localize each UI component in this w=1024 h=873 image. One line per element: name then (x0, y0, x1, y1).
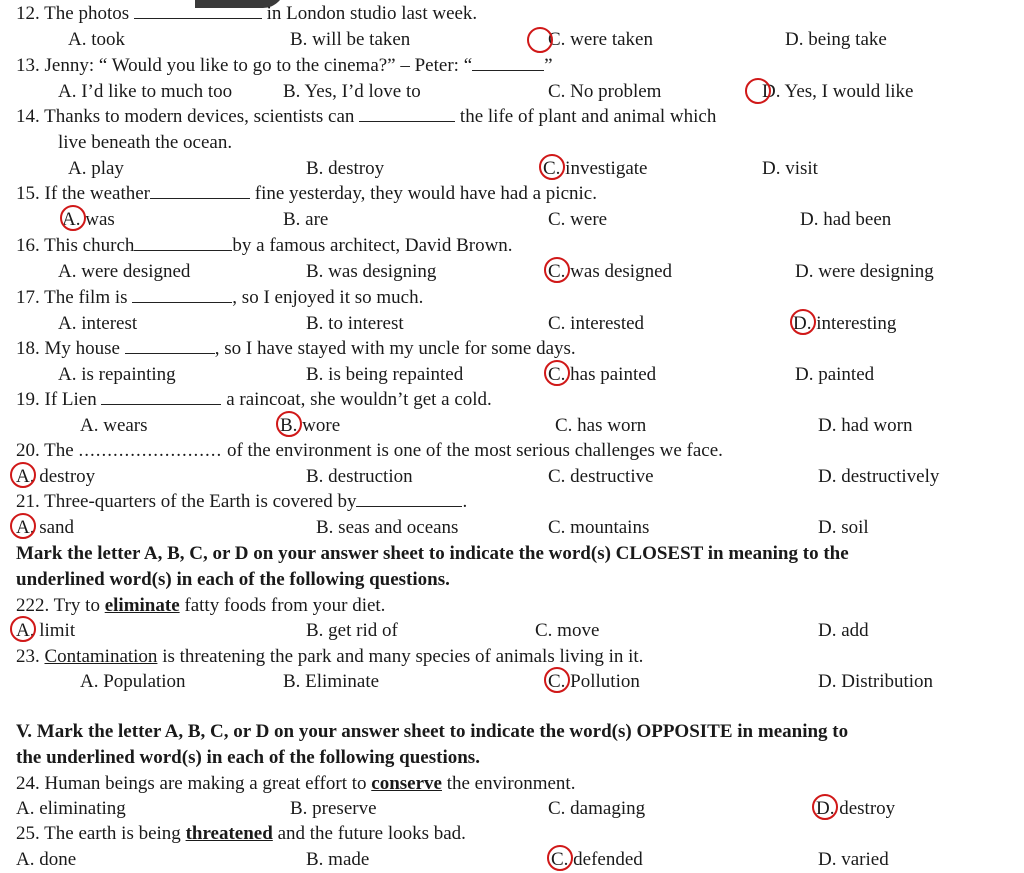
q13-option-c[interactable]: C. No problem (548, 81, 662, 102)
q25-option-d[interactable]: D. varied (818, 849, 889, 870)
q25-stem-a: 25. The earth is being (16, 823, 181, 844)
q18-option-c[interactable]: C. has painted (548, 364, 657, 385)
q21-blank (356, 490, 462, 507)
q22-option-c[interactable]: C. move (535, 620, 600, 641)
question-22-stem (16, 594, 385, 618)
q12-blank (134, 2, 262, 19)
q12-option-b[interactable]: B. will be taken (290, 29, 411, 50)
q16-blank (134, 234, 232, 251)
q13-option-d[interactable]: D. Yes, I would like (762, 81, 914, 102)
q18-stem-b: , so I have stayed with my uncle for some days. (214, 338, 576, 359)
q14-option-c[interactable]: C. investigate (543, 158, 648, 179)
q13-stem-a: 13. Jenny: “ Would you like to go to the cinema?” – Peter: “ (16, 55, 473, 76)
answer-circle-q24 (812, 794, 838, 820)
q17-stem-a: 17. The film is (16, 287, 128, 308)
q20-stem-b: of the environment is one of the most serious challenges we face. (226, 440, 723, 461)
q18-option-b[interactable]: B. is being repainted (306, 364, 464, 385)
question-17-stem (16, 286, 423, 310)
q20-stem-a: 20. The (16, 440, 74, 461)
q19-option-b[interactable]: B. wore (280, 415, 341, 436)
q24-option-d[interactable]: D. destroy (816, 798, 896, 819)
q24-option-a[interactable]: A. eliminating (16, 798, 126, 819)
q15-option-c[interactable]: C. were (548, 209, 608, 230)
q21-option-a[interactable]: A. sand (16, 517, 75, 538)
q12-stem-b: in London studio last week. (266, 3, 478, 24)
q18-blank (125, 337, 215, 354)
answer-circle-q15 (60, 205, 86, 231)
q23-stem-a: 23. (16, 646, 40, 667)
q20-option-a[interactable]: A. destroy (16, 466, 96, 487)
q24-option-b[interactable]: B. preserve (290, 798, 377, 819)
q12-stem-a: 12. The photos (16, 3, 130, 24)
q12-option-d[interactable]: D. being take (785, 29, 887, 50)
q14-option-a[interactable]: A. play (68, 158, 124, 179)
q18-option-d[interactable]: D. painted (795, 364, 875, 385)
q16-option-b[interactable]: B. was designing (306, 261, 437, 282)
q25-option-b[interactable]: B. made (306, 849, 370, 870)
q17-option-a[interactable]: A. interest (58, 313, 138, 334)
answer-circle-q23 (544, 667, 570, 693)
q12-option-c[interactable]: C. were taken (548, 29, 653, 50)
q13-option-b[interactable]: B. Yes, I’d love to (283, 81, 421, 102)
q16-stem-b: by a famous architect, David Brown. (232, 235, 513, 256)
q13-blank (472, 54, 544, 71)
question-12-stem (16, 2, 477, 26)
q14-option-d[interactable]: D. visit (762, 158, 818, 179)
answer-circle-q12 (527, 27, 553, 53)
q20-option-c[interactable]: C. destructive (548, 466, 654, 487)
q22-option-d[interactable]: D. add (818, 620, 869, 641)
q19-blank (101, 388, 221, 405)
q21-option-c[interactable]: C. mountains (548, 517, 650, 538)
answer-circle-q20 (10, 462, 36, 488)
section-opposite-heading-line2: the underlined word(s) in each of the following questions. (16, 747, 480, 768)
q23-stem-b: is threatening the park and many species of animals living in it. (162, 646, 644, 667)
q25-option-a[interactable]: A. done (16, 849, 77, 870)
q17-option-b[interactable]: B. to interest (306, 313, 404, 334)
q15-option-d[interactable]: D. had been (800, 209, 892, 230)
q25-stem-b: and the future looks bad. (277, 823, 466, 844)
q23-option-b[interactable]: B. Eliminate (283, 671, 380, 692)
q20-blank: ......................... (78, 440, 223, 461)
q22-underlined-word: eliminate (104, 595, 180, 616)
question-20-stem (16, 439, 723, 463)
q12-option-a[interactable]: A. took (68, 29, 125, 50)
q15-option-b[interactable]: B. are (283, 209, 329, 230)
q15-blank (150, 182, 250, 199)
q15-option-a[interactable]: A. was (62, 209, 115, 230)
answer-circle-q25 (547, 845, 573, 871)
q13-option-a[interactable]: A. I’d like to much too (58, 81, 233, 102)
q14-stem-a: 14. Thanks to modern devices, scientists can (16, 106, 355, 127)
q21-option-b[interactable]: B. seas and oceans (316, 517, 459, 538)
question-13-stem (16, 54, 553, 78)
question-24-stem (16, 772, 575, 796)
question-25-stem (16, 822, 466, 846)
q15-stem-a: 15. If the weather (16, 183, 150, 204)
q16-option-c[interactable]: C. was designed (548, 261, 673, 282)
q19-stem-b: a raincoat, she wouldn’t get a cold. (226, 389, 492, 410)
q22-stem-b: fatty foods from your diet. (184, 595, 386, 616)
q21-option-d[interactable]: D. soil (818, 517, 869, 538)
q18-option-a[interactable]: A. is repainting (58, 364, 176, 385)
q23-option-a[interactable]: A. Population (80, 671, 186, 692)
q14-stem-b: the life of plant and animal which (459, 106, 717, 127)
question-14-stem (16, 105, 716, 129)
q14-option-b[interactable]: B. destroy (306, 158, 385, 179)
answer-circle-q17 (790, 309, 816, 335)
answer-circle-q14 (539, 154, 565, 180)
q19-option-d[interactable]: D. had worn (818, 415, 913, 436)
q19-stem-a: 19. If Lien (16, 389, 97, 410)
q24-stem-a: 24. Human beings are making a great effort to (16, 773, 367, 794)
answer-circle-q22 (10, 616, 36, 642)
q19-option-c[interactable]: C. has worn (555, 415, 647, 436)
section-opposite-heading-line1: V. Mark the letter A, B, C, or D on your answer sheet to indicate the word(s) OPPOSITE in meaning to (16, 721, 849, 742)
q20-option-b[interactable]: B. destruction (306, 466, 413, 487)
section-closest-heading-line1: Mark the letter A, B, C, or D on your answer sheet to indicate the word(s) CLOSEST in meaning to the (16, 543, 849, 564)
q16-stem-a: 16. This church (16, 235, 135, 256)
q17-blank (132, 286, 232, 303)
q14-blank (359, 105, 455, 122)
q22-stem-a: 222. Try to (16, 595, 100, 616)
question-16-stem (16, 234, 513, 258)
q17-option-c[interactable]: C. interested (548, 313, 645, 334)
q25-underlined-word: threatened (185, 823, 273, 844)
q22-option-a[interactable]: A. limit (16, 620, 76, 641)
q24-underlined-word: conserve (371, 773, 442, 794)
q23-option-c[interactable]: C. Pollution (548, 671, 640, 692)
q21-stem-a: 21. Three-quarters of the Earth is covered by (16, 491, 357, 512)
q22-option-b[interactable]: B. get rid of (306, 620, 398, 641)
q17-option-d[interactable]: D. interesting (793, 313, 897, 334)
q17-stem-b: , so I enjoyed it so much. (232, 287, 424, 308)
question-23-stem (16, 645, 643, 669)
question-21-stem (16, 490, 467, 514)
answer-circle-q13 (745, 78, 771, 104)
q13-stem-b: ” (544, 55, 553, 76)
q23-underlined-word: Contamination (44, 646, 158, 667)
q21-stem-b: . (462, 491, 468, 512)
q20-option-d[interactable]: D. destructively (818, 466, 940, 487)
q14-stem-continuation: live beneath the ocean. (58, 132, 233, 153)
q24-option-c[interactable]: C. damaging (548, 798, 646, 819)
question-15-stem (16, 182, 597, 206)
question-18-stem (16, 337, 576, 361)
answer-circle-q16 (544, 257, 570, 283)
q23-option-d[interactable]: D. Distribution (818, 671, 934, 692)
answer-circle-q19 (276, 411, 302, 437)
q18-stem-a: 18. My house (16, 338, 120, 359)
q25-option-c[interactable]: C. defended (551, 849, 643, 870)
answer-circle-q21 (10, 513, 36, 539)
answer-circle-q18 (544, 360, 570, 386)
question-19-stem (16, 388, 492, 412)
q24-stem-b: the environment. (446, 773, 576, 794)
q15-stem-b: fine yesterday, they would have had a picnic. (254, 183, 597, 204)
section-closest-heading-line2: underlined word(s) in each of the following questions. (16, 569, 450, 590)
q19-option-a[interactable]: A. wears (80, 415, 148, 436)
q16-option-d[interactable]: D. were designing (795, 261, 934, 282)
q16-option-a[interactable]: A. were designed (58, 261, 191, 282)
